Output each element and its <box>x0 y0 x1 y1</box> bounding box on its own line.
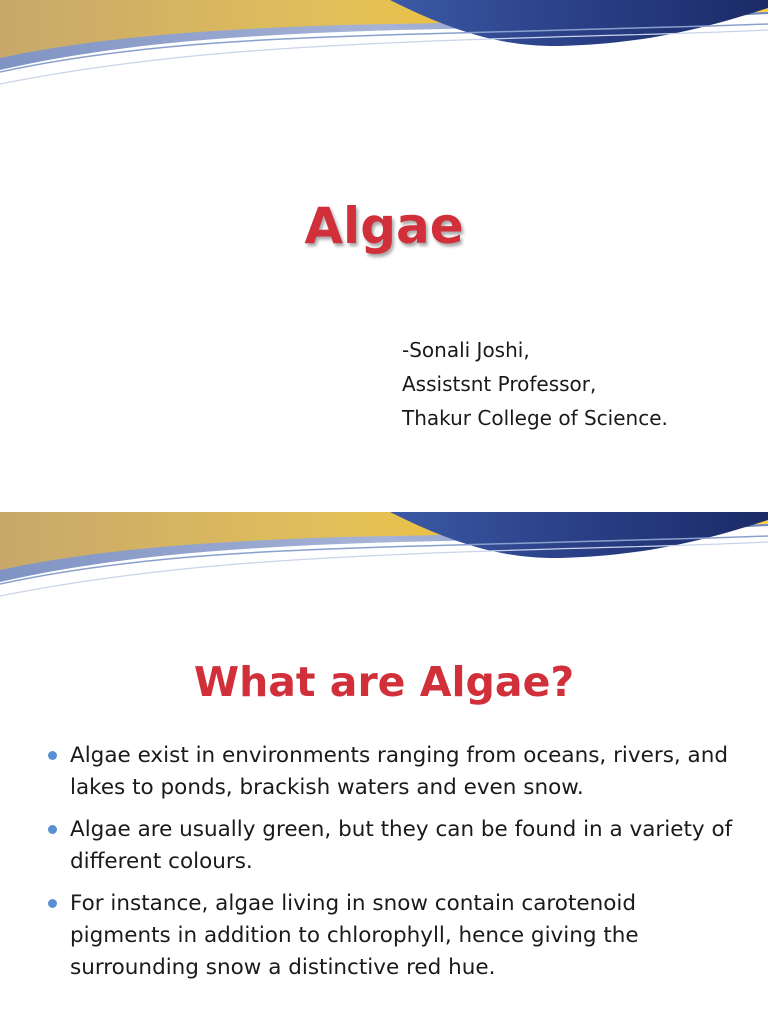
author-block <box>402 333 668 435</box>
wave-banner <box>0 512 768 602</box>
bullet-list <box>46 740 736 994</box>
bullet-item <box>46 814 736 878</box>
bullet-icon <box>48 899 57 908</box>
bullet-item <box>46 888 736 984</box>
bullet-text: Algae exist in environments ranging from oceans, rivers, and lakes to ponds, brackish waters and even snow. <box>70 743 729 800</box>
bullet-icon <box>48 751 57 760</box>
author-position: Assistsnt Professor, <box>402 372 597 396</box>
content-slide <box>0 512 768 1024</box>
slide-title: Algae <box>304 197 464 255</box>
wave-banner <box>0 0 768 90</box>
bullet-text: For instance, algae living in snow contain carotenoid pigments in addition to chlorophyll, hence giving the surrounding snow a distinctive red hue. <box>70 891 639 980</box>
bullet-icon <box>48 825 57 834</box>
author-institution: Thakur College of Science. <box>402 406 668 430</box>
author-name: -Sonali Joshi, <box>402 338 530 362</box>
bullet-item <box>46 740 736 804</box>
bullet-text: Algae are usually green, but they can be found in a variety of different colours. <box>70 817 733 874</box>
slide-title: What are Algae? <box>193 658 575 706</box>
